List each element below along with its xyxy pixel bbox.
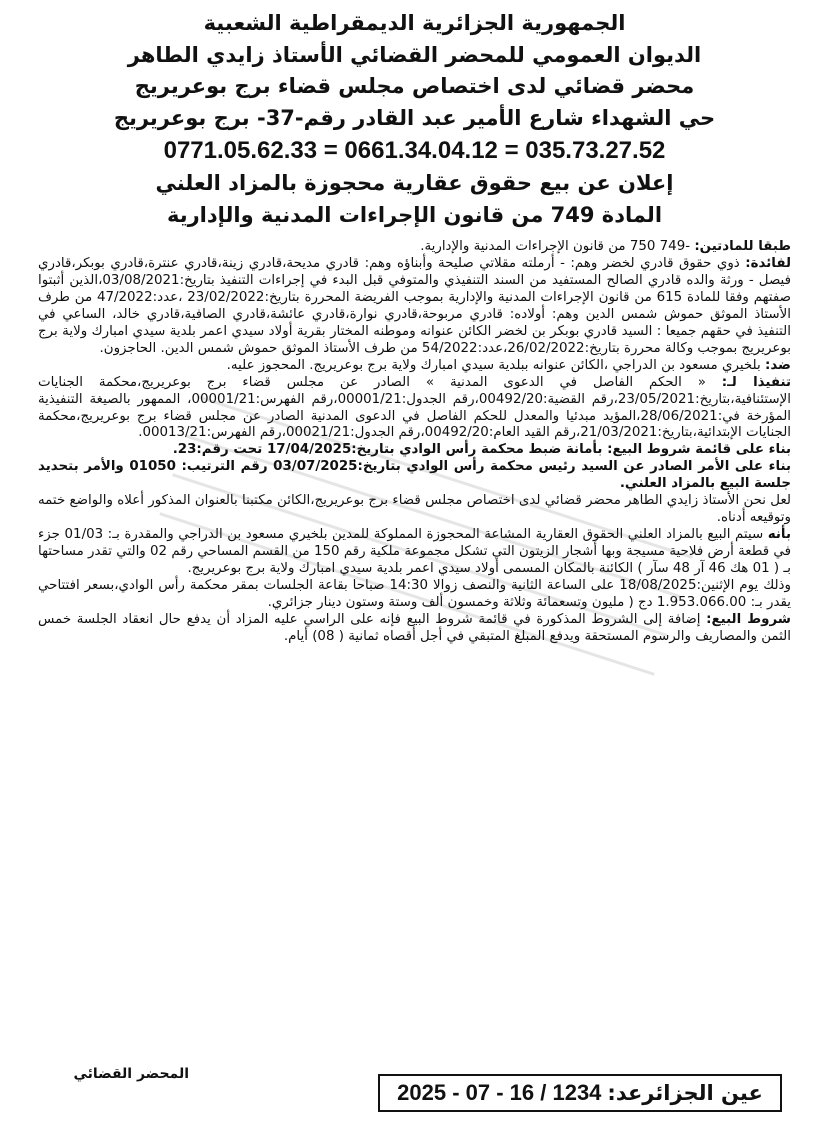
paragraph-execution [38,375,791,443]
document-title: إعلان عن بيع حقوق عقارية محجوزة بالمزاد العلني [155,171,674,195]
paragraph-lead: تنفيذا لـ: [721,374,791,390]
paragraph-text: بناء على قائمة شروط البيع: بأمانة ضبط محكمة رأس الوادي بتاريخ:17/04/2025 تحت رقم:23. [172,442,791,458]
paragraph-text: سيتم البيع بالمزاد العلني الحقوق العقارية المشاعة المحجوزة المملوكة للمدين بلخيري مسعود بن الدراجي والمقدرة بـ: 01/03 جزء في قطعة أرض فلاحية مسيجة وبها أشجار الزيتون التي تشكل مجموعة ملكية رقم 150 من القسم المساحي رقم 02 والتي تقدر مساحتها بـ ( 01 هك 46 آر 48 سآر ) الكائنة بالمكان المسمى أولاد سيدي اعمر بلدية سيدي امبارك ولاية برج بوعريريج. [38,527,791,577]
announcement-body [38,239,791,646]
paragraph-text: وذلك يوم الإثنين:18/08/2025 على الساعة الثانية والنصف زوالا 14:30 صباحا بقاعة الجلسات بمقر محكمة رأس الوادي،بسعر افتتاحي يقدر بـ: 1.953.066.00 دج ( مليون وتسعمائة وثلاثة وخمسون ألف وستة وستون دينار جزائري. [38,578,791,611]
paragraph-legal-basis [38,239,791,256]
reference-number: 2025 - 07 - 16 / 1234 [397,1080,602,1105]
paragraph-lead: ضد: [764,357,791,373]
header-jurisdiction-line: محضر قضائي لدى اختصاص مجلس قضاء برج بوعريريج [134,74,695,98]
paragraph-against [38,358,791,375]
header-phone-numbers: 0771.05.62.33 = 0661.34.04.12 = 035.73.27.52 [163,137,666,164]
header-office-line: الديوان العمومي للمحضر القضائي الأستاذ زايدي الطاهر [127,42,702,67]
paragraph-text: « الحكم الفاصل في الدعوى المدنية » الصادر عن مجلس قضاء برج بوعريريج،محكمة الجنايات الإستئنافية،بتاريخ:23/05/2021،رقم القضية:00492/20،رقم الجدول:00001/21،رقم الفهرس:00001/21، الممهور بالصيغة التنفيذية المؤرخة في:28/06/2021،المؤيد مبدئيا والمعدل للحكم الفاصل في الدعوى المدنية الصادر عن مجلس قضاء برج بوعريريج،محكمة الجنايات الإبتدائية،بتاريخ:21/03/2021،رقم القيد العام:00492/20،رقم الجدول:00021/21،رقم الفهرس:00013/21. [38,374,792,441]
paragraph-lead: شروط البيع: [706,611,791,627]
document-footer [0,1064,821,1124]
publication-reference-box [378,1074,782,1112]
paragraph-court-order [38,459,791,493]
document-header [38,8,791,231]
paragraph-text: لعل نحن الأستاذ زايدي الطاهر محضر قضائي لدى اختصاص مجلس قضاء برج بوعريريج،الكائن مكتبنا بالعنوان المذكور أعلاه والواضع ختمه وتوقيعه أدناه. [38,493,791,526]
paragraph-text: بلخيري مسعود بن الدراجي ،الكائن عنوانه ببلدية سيدي امبارك ولاية برج بوعريريج. المحجوز عليه. [226,357,765,373]
header-republic-line: الجمهورية الجزائرية الديمقراطية الشعبية [203,11,626,35]
paragraph-lead: لفائدة: [745,255,791,271]
paragraph-text: -749 750 من قانون الإجراءات المدنية والإدارية. [420,239,695,254]
document-subtitle: المادة 749 من قانون الإجراءات المدنية والإدارية [166,202,663,227]
paragraph-lead: بأنه [767,527,791,543]
paragraph-sale-conditions-list [38,442,791,459]
paragraph-bailiff-notice [38,493,791,527]
paragraph-lead: طبقا للمادتين: [694,239,791,254]
paragraph-text: إضافة إلى الشروط المذكورة في قائمة شروط البيع فإنه على الراسي عليه المزاد أن يدفع حال انعقاد الجلسة خمس الثمن والمصاريف والرسوم المستحقة ويدفع المبلغ المتبقي في أجل أقصاه ثمانية ( 08) أيام. [38,611,791,644]
header-address-line: حي الشهداء شارع الأمير عبد القادر رقم-37- برج بوعريريج [113,105,716,130]
paragraph-property-description [38,527,791,578]
paragraph-beneficiaries [38,256,791,358]
paragraph-payment-terms [38,612,791,646]
paragraph-auction-date [38,578,791,612]
paragraph-text: بناء على الأمر الصادر عن السيد رئيس محكمة رأس الوادي بتاريخ:03/07/2025 رقم الترتيب: 01050 والأمر بتحديد جلسة البيع بالمزاد العلني. [38,459,792,492]
reference-label: عين الجزائرعد: [607,1081,763,1105]
bailiff-signature: المحضر القضائي [73,1066,189,1082]
paragraph-text: ذوي حقوق قادري لخضر وهم: - أرملته مقلاتي صليحة وأبناؤه وهم: قادري مديحة،قادري زينة،قادري عنترة،قادري بوبكر،قادري فيصل - ورثة والده قادري الصالح المستفيد من السند التنفيذي والمتوفي قبل البدء في إجراءات التنفيذ بتاريخ:03/08/2021،الذين أثبتوا صفتهم وفقا للمادة 615 من قانون الإجراءات المدنية والإدارية بموجب الفريضة المحررة بتاريخ:23/02/2022 ،عدد:47/2022 من طرف الأستاذ الموثق حموش شمس الدين وهم: أولاده: قادري مربوحة،قادري نوارة،قادري عائشة،قادري الصافية،قادري خالد، الساعي في التنفيذ في حقهم جميعا : السيد قادري بوبكر بن لخضر الكائن عنوانه وموطنه المختار بقرية أولاد سيدي اعمر بلدية سيدي امبارك ولاية برج بوعريريج بموجب وكالة محررة بتاريخ:26/02/2022،عدد:54/2022 من طرف الأستاذ الموثق حموش شمس الدين. الحاجزون. [38,255,791,356]
